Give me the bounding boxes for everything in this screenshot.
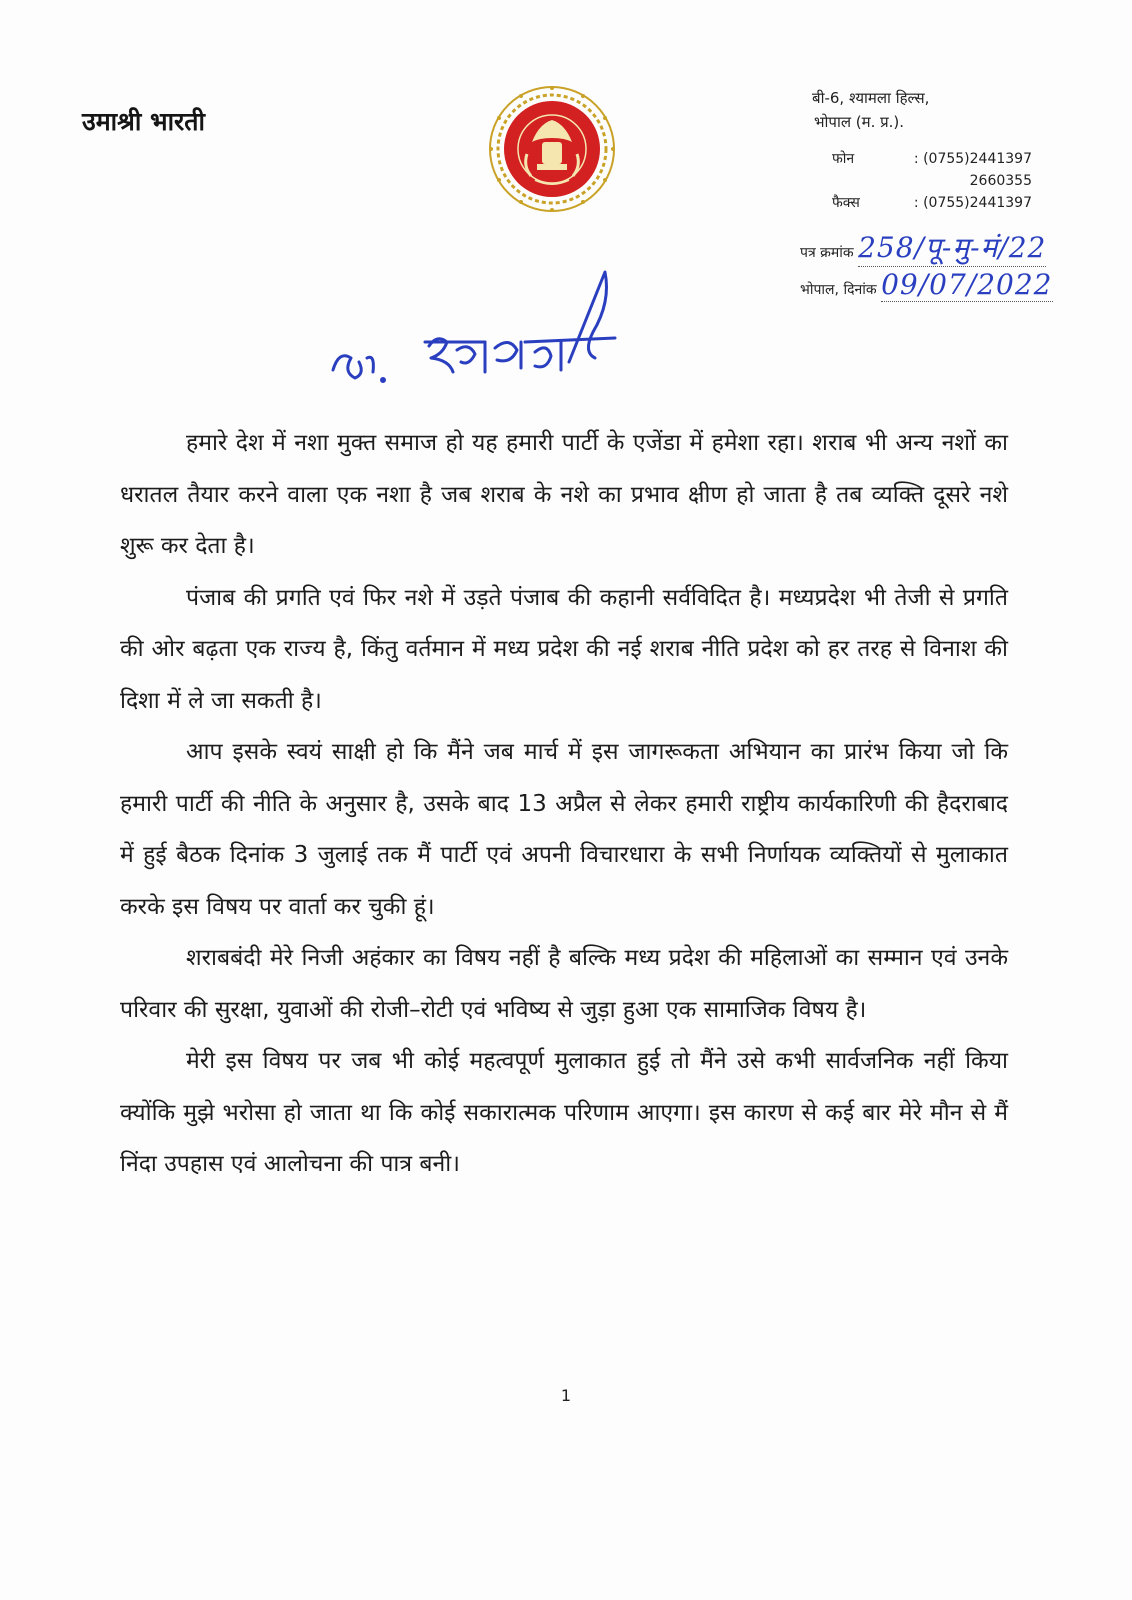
reference-label: पत्र क्रमांक — [800, 245, 854, 261]
body-paragraph: आप इसके स्वयं साक्षी हो कि मैंने जब मार्च में इस जागरूकता अभियान का प्रारंभ किया जो कि हमारी पार्टी की नीति के अनुसार है, उसके बाद 13 अप्रैल से लेकर हमारी राष्ट्रीय कार्यकारिणी की हैदराबाद में हुई बैठक दिनांक 3 जुलाई तक मैं पार्टी एवं अपनी विचारधारा के सभी निर्णायक व्यक्तियों से मुलाकात करके इस विषय पर वार्ता कर चुकी हूं। — [120, 739, 1008, 920]
reference-value: 258/पू-मु-मं/22 — [858, 228, 1046, 267]
sender-address — [800, 86, 1030, 134]
letter-body — [120, 418, 1008, 1191]
phone-label: फोन — [832, 151, 855, 167]
phone-value: : (0755)2441397 — [913, 151, 1032, 167]
address-line-1: बी-6, श्यामला हिल्स, — [812, 89, 930, 107]
body-paragraph: शराबबंदी मेरे निजी अहंकार का विषय नहीं है बल्कि मध्य प्रदेश की महिलाओं का सम्मान एवं उनके परिवार की सुरक्षा, युवाओं की रोजी–रोटी एवं भविष्य से जुड़ा हुआ एक सामाजिक विषय है। — [120, 945, 1008, 1023]
fax-value: : (0755)2441397 — [913, 195, 1032, 211]
body-paragraph: मेरी इस विषय पर जब भी कोई महत्वपूर्ण मुलाकात हुई तो मैंने उसे कभी सार्वजनिक नहीं किया क्योंकि मुझे भरोसा हो जाता था कि कोई सकारात्मक परिणाम आएगा। इस कारण से कई बार मेरे मौन से मैं निंदा उपहास एवं आलोचना की पात्र बनी। — [120, 1048, 1008, 1177]
body-paragraph: पंजाब की प्रगति एवं फिर नशे में उड़ते पंजाब की कहानी सर्वविदित है। मध्यप्रदेश भी तेजी से प्रगति की ओर बढ़ता एक राज्य है, किंतु वर्तमान में मध्य प्रदेश की नई शराब नीति प्रदेश को हर तरह से विनाश की दिशा में ले जा सकती है। — [120, 584, 1008, 714]
body-paragraph: हमारे देश में नशा मुक्त समाज हो यह हमारी पार्टी के एजेंडा में हमेशा रहा। शराब भी अन्य नशों का धरातल तैयार करने वाला एक नशा है जब शराब के नशे का प्रभाव क्षीण हो जाता है तब व्यक्ति दूसरे नशे शुरू कर देता है। — [120, 430, 1008, 559]
phone-value-2: 2660355 — [969, 173, 1032, 189]
date-label: भोपाल, दिनांक — [800, 282, 877, 298]
contact-block — [832, 148, 1032, 214]
fax-label: फैक्स — [832, 195, 860, 211]
date-value: 09/07/2022 — [881, 268, 1053, 301]
address-line-2: भोपाल (म. प्र.). — [814, 113, 905, 131]
date-row — [800, 268, 1053, 302]
page-number: 1 — [560, 1386, 572, 1405]
reference-number-row — [800, 228, 1046, 267]
handwritten-note — [325, 262, 635, 402]
sender-name: उमाश्री भारती — [82, 107, 206, 136]
state-emblem-icon — [487, 84, 617, 214]
